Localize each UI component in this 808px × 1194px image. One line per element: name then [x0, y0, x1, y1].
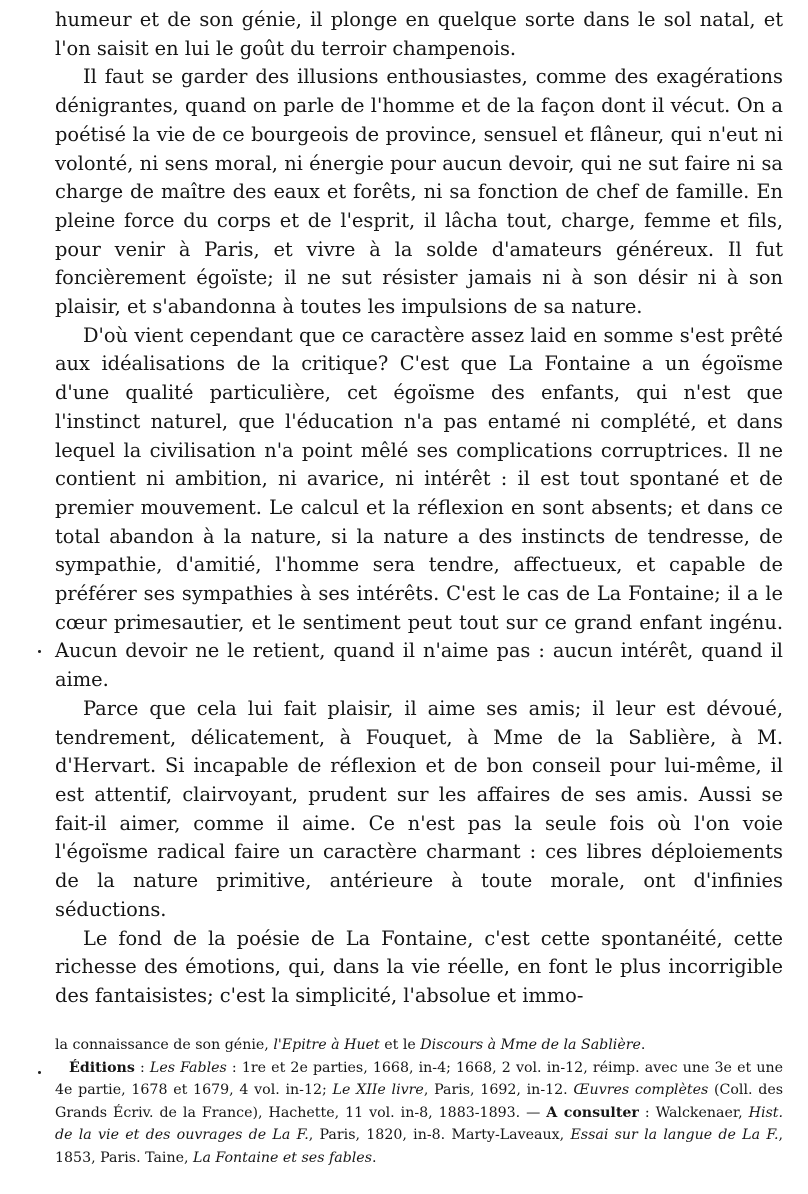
footnotes [55, 1034, 783, 1170]
margin-mark [38, 650, 41, 653]
margin-mark [38, 1071, 41, 1074]
paragraph-4: Parce que cela lui fait plaisir, il aime ses amis; il leur est dévoué, tendrement, délicatement, à Fouquet, à Mme de la Sablière, à M. d'Hervart. Si incapable de réflexion et de bon conseil pour lui-même, il est attentif, clairvoyant, prudent sur les affaires de ses amis. Aussi se fait-il aimer, comme il aime. Ce n'est pas la seule fois où l'on voie l'égoïsme radical faire un caractère charmant : ces libres déploiements de la nature primitive, antérieure à toute morale, ont d'infinies séductions. [55, 696, 783, 921]
footnote-continuation: la connaissance de son génie, l'Epitre à Huet et le Discours à Mme de la Sablière. [55, 1037, 646, 1053]
main-text [55, 6, 783, 1011]
paragraph-2: Il faut se garder des illusions enthousiastes, comme des exagérations dénigrantes, quand on parle de l'homme et de la façon dont il vécut. On a poétisé la vie de ce bourgeois de province, sensuel et flâneur, qui n'eut ni volonté, ni sens moral, ni énergie pour aucun devoir, qui ne sut faire ni sa charge de maître des eaux et forêts, ni sa fonction de chef de famille. En pleine force du corps et de l'esprit, il lâcha tout, charge, femme et fils, pour venir à Paris, et vivre à la solde d'amateurs généreux. Il fut foncièrement égoïste; il ne sut résister jamais ni à son désir ni à son plaisir, et s'abandonna à toutes les impulsions de sa nature. [55, 65, 783, 319]
editions-label: Éditions [69, 1059, 135, 1076]
consult-label: A consulter [546, 1104, 639, 1121]
footnote-editions: Éditions : Les Fables : 1re et 2e parties, 1668, in-4; 1668, 2 vol. in-12, réimp. avec une 3e et une 4e partie, 1678 et 1679, 4 vol. in-12; Le XIIe livre, Paris, 1692, in-12. Œuvres complètes (Coll. des Grands Écriv. de la France), Hachette, 11 vol. in-8, 1883-1893. — A consulter : Walckenaer, Hist. de la vie et des ouvrages de La F., Paris, 1820, in-8. Marty-Laveaux, Essai sur la langue de La F., 1853, Paris. Taine, La Fontaine et ses fables. [55, 1059, 784, 1166]
paragraph-3: D'où vient cependant que ce caractère assez laid en somme s'est prêté aux idéalisations de la critique? C'est que La Fontaine a un égoïsme d'une qualité particulière, cet égoïsme des enfants, qui n'est que l'instinct naturel, que l'éducation n'a pas entamé ni complété, et dans lequel la civilisation n'a point mêlé ses complications corruptrices. Il ne contient ni ambition, ni avarice, ni intérêt : il est tout spontané et de premier mouvement. Le calcul et la réflexion en sont absents; et dans ce total abandon à la nature, si la nature a des instincts de tendresse, de sympathie, d'amitié, l'homme sera tendre, affectueux, et capable de préférer ses sympathies à ses intérêts. C'est le cas de La Fontaine; il a le cœur primesautier, et le sentiment peut tout sur ce grand enfant ingénu. Aucun devoir ne le retient, quand il n'aime pas : aucun intérêt, quand il aime. [55, 323, 783, 692]
paragraph-5: Le fond de la poésie de La Fontaine, c'est cette spontanéité, cette richesse des émotions, qui, dans la vie réelle, en font le plus incorrigible des fantaisistes; c'est la simplicité, l'absolue et immo- [55, 926, 783, 1007]
paragraph-1: humeur et de son génie, il plonge en quelque sorte dans le sol natal, et l'on saisit en lui le goût du terroir champenois. [55, 8, 783, 60]
